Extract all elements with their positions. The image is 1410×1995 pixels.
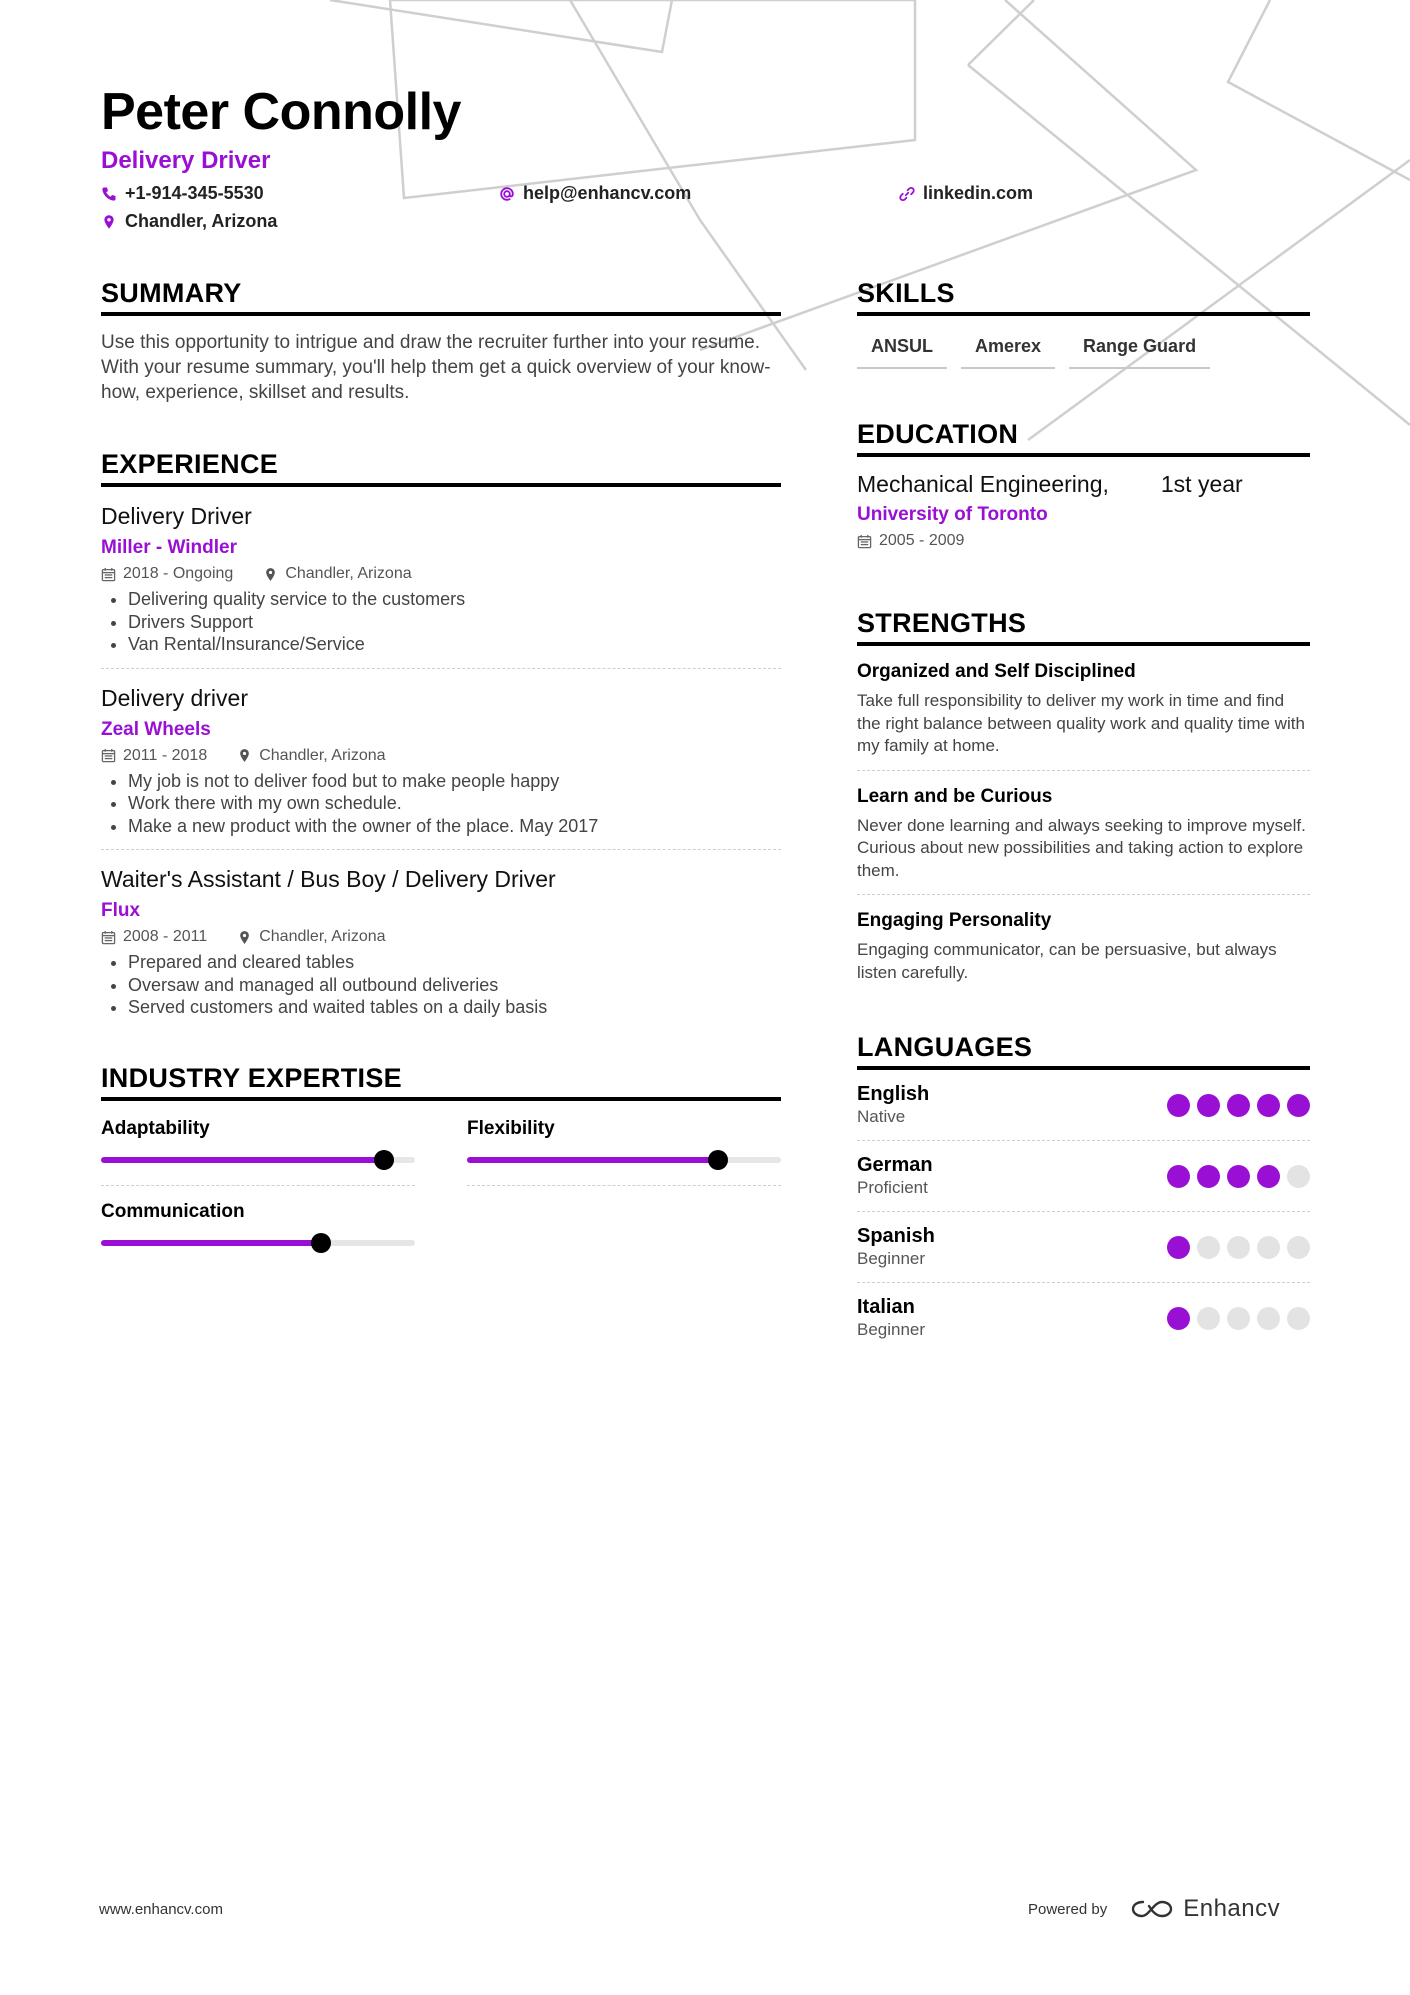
location-pin-icon [263, 567, 278, 582]
experience-company: Miller - Windler [101, 537, 238, 558]
language-level-dot [1197, 1094, 1220, 1117]
language-text [857, 1153, 933, 1199]
language-level: Beginner [857, 1320, 926, 1339]
experience-dates-wrap [101, 747, 207, 765]
experience-bullets [101, 951, 781, 1019]
footer-site[interactable]: www.enhancv.com [99, 1901, 223, 1918]
experience-location-wrap [237, 928, 385, 946]
location-text: Chandler, Arizona [125, 211, 278, 231]
language-level-dot [1167, 1094, 1190, 1117]
skill-tag: Range Guard [1069, 336, 1210, 369]
experience-bullets [101, 770, 781, 838]
language-level-dot [1287, 1307, 1310, 1330]
candidate-name: Peter Connolly [101, 83, 461, 141]
expertise-item [467, 1117, 781, 1186]
language-level-dot [1227, 1236, 1250, 1259]
link-icon [899, 186, 915, 202]
skills-heading: SKILLS [857, 276, 1310, 316]
footer-branding [1028, 1895, 1280, 1923]
summary-section [101, 276, 781, 405]
language-name: German [857, 1154, 933, 1176]
experience-bullet: • Delivering quality service to the customers [128, 588, 781, 611]
language-level-dot [1167, 1165, 1190, 1188]
expertise-bar [101, 1240, 415, 1246]
experience-location: Chandler, Arizona [259, 928, 386, 945]
calendar-icon [857, 534, 872, 549]
expertise-bar-fill [467, 1157, 718, 1163]
language-item [857, 1212, 1310, 1283]
language-text [857, 1224, 935, 1270]
contact-link [899, 183, 1033, 204]
link-text[interactable]: linkedin.com [923, 183, 1034, 203]
language-level-dot [1197, 1236, 1220, 1259]
experience-title: Waiter's Assistant / Bus Boy / Delivery Driver [101, 866, 556, 892]
experience-dates: 2011 - 2018 [123, 746, 208, 764]
contact-location [101, 211, 277, 232]
experience-bullet: • Drivers Support [128, 611, 781, 634]
left-column [101, 276, 781, 1324]
strength-title: Organized and Self Disciplined [857, 661, 1136, 682]
experience-location: Chandler, Arizona [285, 565, 412, 582]
contact-phone [101, 183, 264, 204]
language-list [857, 1070, 1310, 1353]
industry-expertise-heading: INDUSTRY EXPERTISE [101, 1061, 781, 1101]
strength-description: Take full responsibility to deliver my work in time and find the right balance between quality work and quality time with my family at home. [857, 691, 1305, 755]
skill-tags [857, 336, 1310, 369]
experience-bullet: • My job is not to deliver food but to make people happy [128, 770, 781, 793]
skill-tag: Amerex [961, 336, 1055, 369]
calendar-icon [101, 748, 116, 763]
calendar-icon [101, 930, 116, 945]
strength-item [857, 646, 1310, 771]
languages-section [857, 1030, 1310, 1353]
strengths-heading: STRENGTHS [857, 606, 1310, 646]
experience-location-wrap [237, 747, 385, 765]
expertise-item [101, 1200, 415, 1268]
language-level-dot [1227, 1094, 1250, 1117]
powered-by-label: Powered by [1028, 1900, 1108, 1918]
language-level-dot [1257, 1236, 1280, 1259]
phone-icon [101, 186, 117, 202]
strength-list [857, 646, 1310, 996]
expertise-item [101, 1117, 415, 1186]
strength-title: Engaging Personality [857, 910, 1052, 931]
expertise-bar-fill [101, 1240, 321, 1246]
strength-item [857, 771, 1310, 896]
experience-dates: 2018 - Ongoing [123, 565, 234, 582]
language-name: English [857, 1083, 930, 1105]
experience-meta [101, 928, 781, 946]
experience-bullet: • Van Rental/Insurance/Service [128, 633, 781, 656]
right-column [857, 276, 1310, 1395]
language-item [857, 1141, 1310, 1212]
language-level-dot [1257, 1094, 1280, 1117]
experience-title: Delivery driver [101, 684, 248, 711]
expertise-bar [467, 1157, 781, 1163]
language-dots [1167, 1307, 1310, 1330]
language-level-dot [1167, 1236, 1190, 1259]
brand-logo [1129, 1895, 1280, 1923]
expertise-bar-knob [374, 1150, 394, 1170]
strength-description: Engaging communicator, can be persuasive, but always listen carefully. [857, 940, 1277, 982]
experience-bullet: • Prepared and cleared tables [128, 951, 781, 974]
experience-company: Flux [101, 900, 141, 921]
language-dots [1167, 1094, 1310, 1117]
strength-title: Learn and be Curious [857, 785, 1053, 807]
language-level: Beginner [857, 1249, 926, 1268]
strengths-section [857, 606, 1310, 996]
language-dots [1167, 1236, 1310, 1259]
education-dates: 2005 - 2009 [879, 532, 965, 549]
education-year: 1st year [1160, 471, 1243, 497]
education-section [857, 417, 1310, 550]
experience-bullet: • Served customers and waited tables on a daily basis [128, 996, 781, 1019]
language-level: Proficient [857, 1178, 928, 1197]
enhancv-logo-icon [1129, 1897, 1175, 1921]
experience-company: Zeal Wheels [101, 718, 211, 740]
education-degree: Mechanical Engineering, [857, 471, 1109, 497]
experience-location-wrap [263, 565, 411, 583]
skill-tag: ANSUL [857, 336, 947, 369]
education-degree-row [857, 471, 1310, 498]
expertise-bar-fill [101, 1157, 384, 1163]
language-dots [1167, 1165, 1310, 1188]
email-text[interactable]: help@enhancv.com [523, 183, 692, 203]
experience-location: Chandler, Arizona [259, 746, 386, 764]
experience-dates-wrap [101, 565, 233, 583]
experience-list [101, 487, 781, 1031]
language-level-dot [1287, 1236, 1310, 1259]
candidate-role: Delivery Driver [101, 147, 271, 174]
education-school: University of Toronto [857, 504, 1048, 525]
experience-section [101, 447, 781, 1031]
experience-item [101, 669, 781, 851]
experience-meta [101, 565, 781, 583]
experience-bullet: • Oversaw and managed all outbound deliveries [128, 974, 781, 997]
language-text [857, 1082, 929, 1128]
language-name: Spanish [857, 1225, 935, 1247]
experience-item [101, 487, 781, 669]
expertise-grid [101, 1117, 781, 1282]
languages-heading: LANGUAGES [857, 1030, 1310, 1070]
experience-dates-wrap [101, 928, 207, 946]
expertise-bar-knob [708, 1150, 728, 1170]
brand-name: Enhancv [1183, 1895, 1281, 1922]
summary-heading: SUMMARY [101, 276, 781, 316]
language-level-dot [1197, 1165, 1220, 1188]
contact-email [499, 183, 691, 204]
location-pin-icon [237, 748, 252, 763]
education-dates-row [857, 532, 1310, 550]
experience-heading: EXPERIENCE [101, 447, 781, 487]
language-level-dot [1227, 1165, 1250, 1188]
language-level-dot [1287, 1165, 1310, 1188]
expertise-name: Adaptability [101, 1117, 210, 1139]
summary-text: Use this opportunity to intrigue and draw the recruiter further into your resume. With your resume summary, you'll help them get a quick overview of your know-how, experience, skillset and results. [101, 332, 771, 403]
language-level-dot [1167, 1307, 1190, 1330]
language-level-dot [1287, 1094, 1310, 1117]
at-icon [499, 186, 515, 202]
language-item [857, 1070, 1310, 1141]
location-pin-icon [237, 930, 252, 945]
phone-text[interactable]: +1-914-345-5530 [125, 183, 264, 203]
expertise-bar [101, 1157, 415, 1163]
calendar-icon [101, 567, 116, 582]
skills-section [857, 276, 1310, 369]
experience-title: Delivery Driver [101, 503, 252, 529]
education-heading: EDUCATION [857, 417, 1310, 457]
location-pin-icon [101, 214, 117, 230]
expertise-name: Flexibility [467, 1117, 555, 1139]
language-level-dot [1197, 1307, 1220, 1330]
language-level: Native [857, 1107, 906, 1126]
expertise-bar-knob [311, 1233, 331, 1253]
language-name: Italian [857, 1296, 915, 1318]
strength-description: Never done learning and always seeking to improve myself. Curious about new possibilities and taking action to explore them. [857, 815, 1306, 880]
experience-meta [101, 747, 781, 765]
expertise-name: Communication [101, 1200, 245, 1222]
experience-bullets [101, 588, 781, 656]
language-level-dot [1257, 1307, 1280, 1330]
experience-bullet: • Work there with my own schedule. [128, 792, 781, 815]
experience-item [101, 850, 781, 1031]
experience-bullet: • Make a new product with the owner of the place. May 2017 [128, 815, 781, 838]
industry-expertise-section [101, 1061, 781, 1282]
language-item [857, 1283, 1310, 1353]
language-level-dot [1227, 1307, 1250, 1330]
experience-dates: 2008 - 2011 [123, 928, 208, 945]
strength-item [857, 895, 1310, 996]
language-text [857, 1295, 925, 1341]
language-level-dot [1257, 1165, 1280, 1188]
